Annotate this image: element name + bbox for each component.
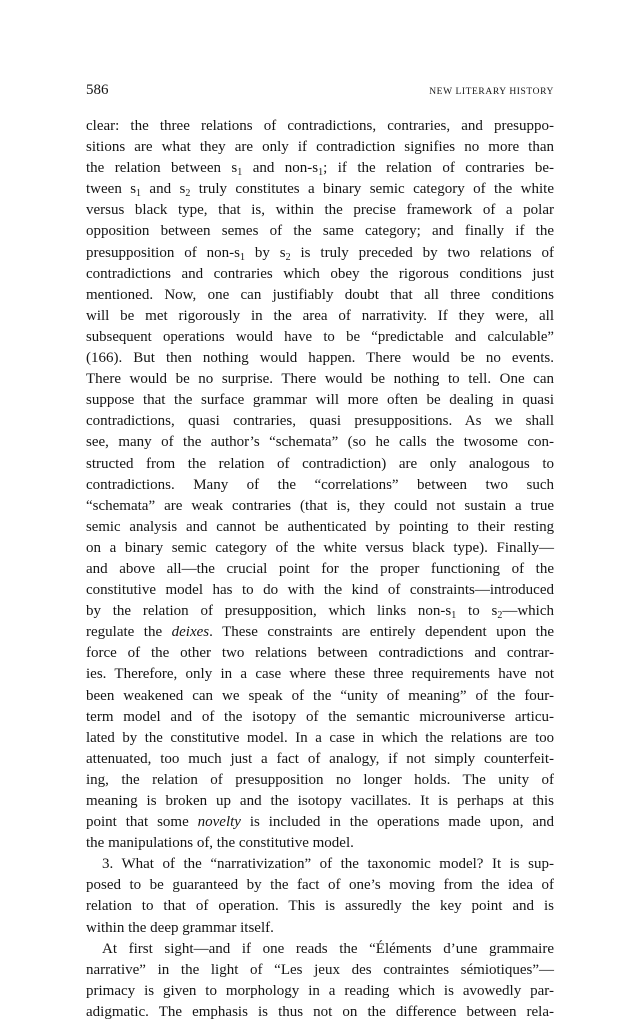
- text-line: suppose that the surface grammar will more often be dealing in quasi: [86, 392, 554, 409]
- text-line: on a binary semic category of the white versus black type). Finally—: [86, 539, 554, 556]
- text-line: term model and of the isotopy of the semantic microuniverse articu-: [86, 708, 554, 725]
- text-line: contradictions. Many of the “correlations” between two such: [86, 476, 554, 493]
- text-line: the manipulations of, the constitutive model.: [86, 835, 354, 852]
- text-line: posed to be guaranteed by the fact of one’s moving from the idea of: [86, 877, 554, 894]
- text-line: 3. What of the “narrativization” of the taxonomic model? It is sup-: [102, 856, 554, 873]
- text-line: adigmatic. The emphasis is thus not on the difference between rela-: [86, 1003, 554, 1020]
- text-line: (166). But then nothing would happen. There would be no events.: [86, 350, 554, 367]
- text-line: structed from the relation of contradiction) are only analogous to: [86, 455, 554, 472]
- text-line: attenuated, too much just a fact of analogy, if not simply counterfeit-: [86, 750, 554, 767]
- text-line: opposition between semes of the same category; and finally if the: [86, 223, 554, 240]
- text-line: primacy is given to morphology in a reading which is avowedly par-: [86, 982, 554, 999]
- document-page: [86, 82, 554, 1023]
- text-line: see, many of the author’s “schemata” (so he calls the twosome con-: [86, 434, 554, 451]
- text-line: ies. Therefore, only in a case where these three requirements have not: [86, 666, 554, 683]
- text-line: clear: the three relations of contradictions, contraries, and presuppo-: [86, 118, 554, 134]
- text-line: force of the other two relations between contradictions and contrar-: [86, 645, 554, 662]
- text-line: and above all—the crucial point for the proper functioning of the: [86, 560, 554, 577]
- text-line: by the relation of presupposition, which links non-$s_1$ to $s_2—which$: [86, 603, 554, 622]
- text-line: the relation between $s_1$ and non-$s_1$; if the relation of contraries be-: [86, 160, 555, 179]
- text-line: “schemata” are weak contraries (that is, they could not sustain a true: [86, 497, 554, 514]
- text-line: tween $s_1$ and $s_2$ truly constitutes a binary semic category of the white: [86, 181, 554, 200]
- text-line: regulate the deixes. These constraints are entirely dependent upon the: [86, 624, 554, 641]
- text-line: point that some novelty is included in the operations made upon, and: [86, 814, 554, 831]
- text-line: meaning is broken up and the isotopy vacillates. It is perhaps at this: [86, 793, 554, 809]
- text-line: At first sight—and if one reads the “Éléments d’une grammaire: [102, 940, 554, 957]
- text-line: There would be no surprise. There would be nothing to tell. One can: [86, 371, 554, 388]
- text-line: narrative” in the light of “Les jeux des contraintes sémiotiques”—: [86, 961, 554, 978]
- running-head: NEW LITERARY HISTORY: [429, 87, 554, 97]
- text-line: lated by the constitutive model. In a case in which the relations are too: [86, 729, 554, 746]
- text-line: contradictions, quasi contraries, quasi presuppositions. As we shall: [86, 413, 554, 430]
- text-line: versus black type, that is, within the precise framework of a polar: [86, 202, 554, 219]
- text-line: will be met rigorously in the area of narrativity. If they were, all: [86, 307, 554, 324]
- text-line: sitions are what they are only if contradiction signifies no more than: [86, 139, 554, 156]
- body-text: [86, 116, 554, 1023]
- text-line: semic analysis and cannot be authenticated by pointing to their resting: [86, 518, 554, 535]
- text-line: been weakened can we speak of the “unity of meaning” of the four-: [86, 687, 554, 704]
- text-line: mentioned. Now, one can justifiably doubt that all three conditions: [86, 286, 554, 303]
- text-line: within the deep grammar itself.: [86, 919, 274, 936]
- page-header: [86, 82, 554, 99]
- text-line: contradictions and contraries which obey the rigorous conditions just: [86, 265, 554, 282]
- text-line: subsequent operations would have to be “predictable and calculable”: [86, 328, 554, 345]
- text-line: constitutive model has to do with the kind of constraints—introduced: [86, 582, 554, 599]
- page-number: 586: [86, 82, 109, 98]
- text-line: relation to that of operation. This is assuredly the key point and is: [86, 898, 554, 915]
- text-line: presupposition of non-$s_1$ by $s_2$ is truly preceded by two relations of: [86, 244, 554, 263]
- text-line: ing, the relation of presupposition no longer holds. The unity of: [86, 771, 554, 788]
